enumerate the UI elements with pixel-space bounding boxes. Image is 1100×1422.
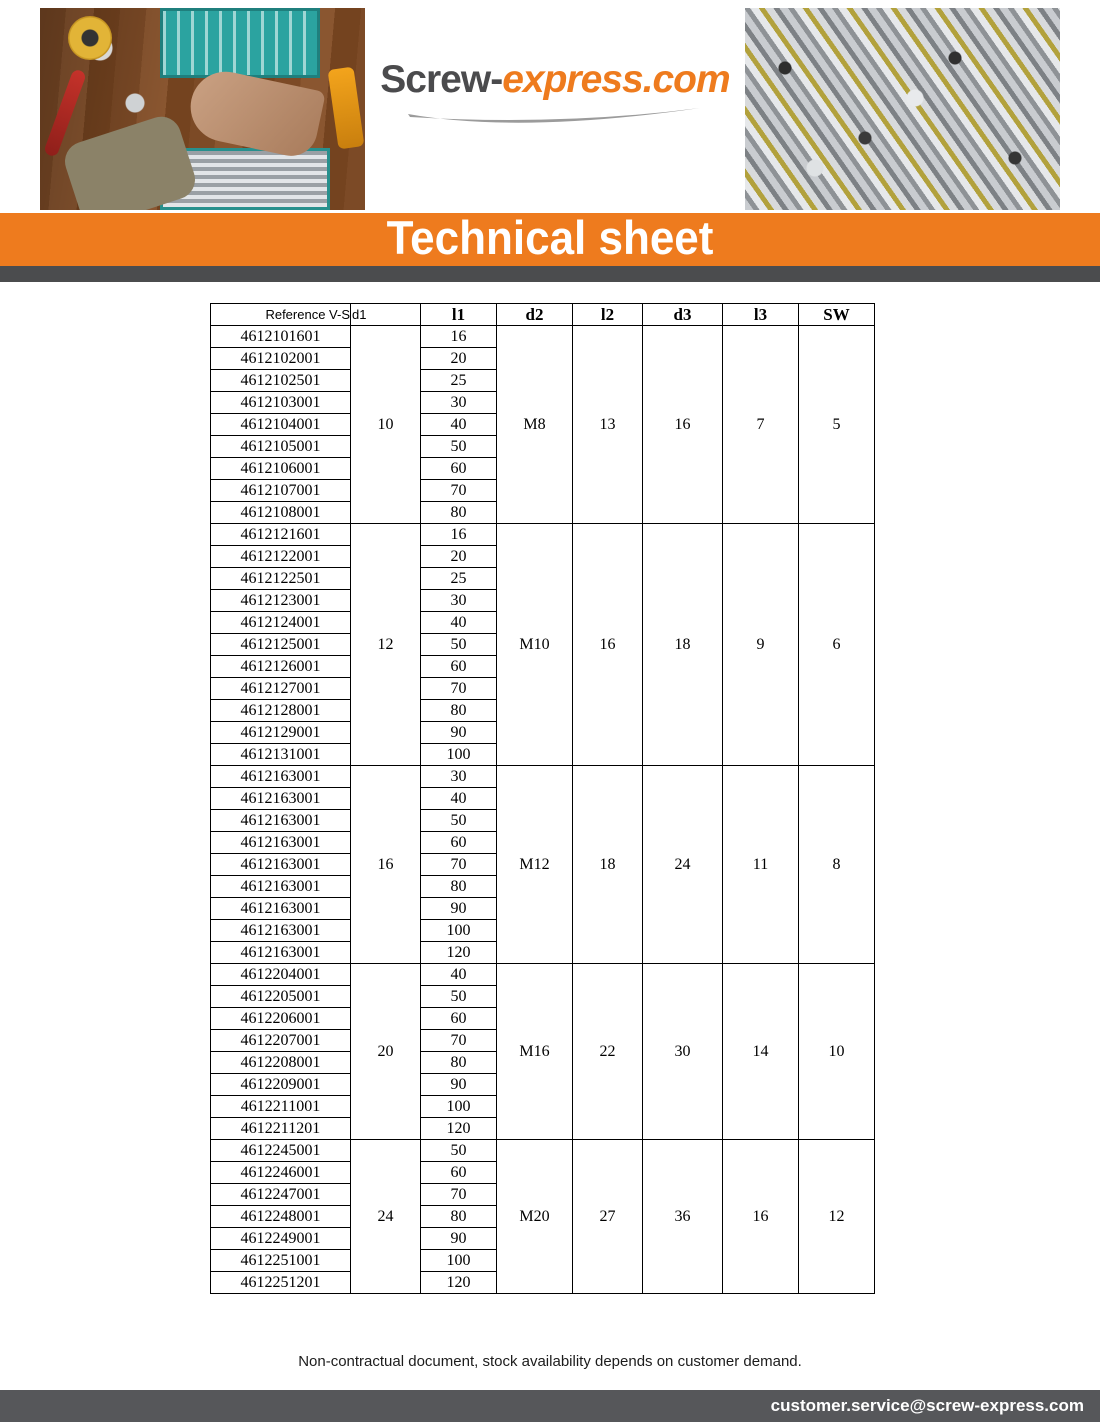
l1-cell: 50 bbox=[421, 436, 497, 458]
reference-cell: 4612107001 bbox=[211, 480, 351, 502]
reference-cell: 4612246001 bbox=[211, 1162, 351, 1184]
reference-cell: 4612249001 bbox=[211, 1228, 351, 1250]
l3-cell: 9 bbox=[723, 524, 799, 766]
reference-cell: 4612105001 bbox=[211, 436, 351, 458]
l1-cell: 100 bbox=[421, 744, 497, 766]
reference-cell: 4612208001 bbox=[211, 1052, 351, 1074]
reference-cell: 4612129001 bbox=[211, 722, 351, 744]
l2-cell: 18 bbox=[573, 766, 643, 964]
reference-cell: 4612163001 bbox=[211, 810, 351, 832]
reference-cell: 4612101601 bbox=[211, 326, 351, 348]
sw-cell: 6 bbox=[799, 524, 875, 766]
l1-cell: 120 bbox=[421, 1118, 497, 1140]
reference-cell: 4612205001 bbox=[211, 986, 351, 1008]
l1-cell: 90 bbox=[421, 1228, 497, 1250]
d1-cell: 10 bbox=[351, 326, 421, 524]
l1-cell: 90 bbox=[421, 1074, 497, 1096]
reference-cell: 4612104001 bbox=[211, 414, 351, 436]
l1-cell: 40 bbox=[421, 964, 497, 986]
reference-cell: 4612125001 bbox=[211, 634, 351, 656]
d2-cell: M16 bbox=[497, 964, 573, 1140]
l1-cell: 50 bbox=[421, 634, 497, 656]
l1-cell: 80 bbox=[421, 502, 497, 524]
d2-cell: M12 bbox=[497, 766, 573, 964]
table-row bbox=[211, 766, 875, 788]
reference-cell: 4612163001 bbox=[211, 854, 351, 876]
reference-cell: 4612163001 bbox=[211, 832, 351, 854]
l1-cell: 100 bbox=[421, 1250, 497, 1272]
l1-cell: 120 bbox=[421, 942, 497, 964]
l1-cell: 60 bbox=[421, 1008, 497, 1030]
reference-cell: 4612247001 bbox=[211, 1184, 351, 1206]
contact-bar bbox=[0, 1390, 1100, 1422]
banner bbox=[0, 213, 1100, 266]
l1-cell: 70 bbox=[421, 480, 497, 502]
reference-cell: 4612163001 bbox=[211, 788, 351, 810]
reference-cell: 4612121601 bbox=[211, 524, 351, 546]
d1-cell: 24 bbox=[351, 1140, 421, 1294]
l1-cell: 30 bbox=[421, 392, 497, 414]
table-header-row bbox=[211, 304, 875, 326]
l2-cell: 16 bbox=[573, 524, 643, 766]
reference-cell: 4612124001 bbox=[211, 612, 351, 634]
reference-cell: 4612103001 bbox=[211, 392, 351, 414]
l1-cell: 70 bbox=[421, 854, 497, 876]
column-header-d2: d2 bbox=[497, 304, 573, 326]
d1-cell: 12 bbox=[351, 524, 421, 766]
l1-cell: 25 bbox=[421, 370, 497, 392]
l2-cell: 27 bbox=[573, 1140, 643, 1294]
column-header-d1: d1 bbox=[351, 304, 421, 326]
banner-underline bbox=[0, 266, 1100, 282]
l1-cell: 60 bbox=[421, 458, 497, 480]
l1-cell: 50 bbox=[421, 1140, 497, 1162]
reference-cell: 4612211201 bbox=[211, 1118, 351, 1140]
reference-cell: 4612163001 bbox=[211, 766, 351, 788]
l2-cell: 13 bbox=[573, 326, 643, 524]
logo-swoosh-icon bbox=[400, 104, 710, 132]
column-header-d3: d3 bbox=[643, 304, 723, 326]
reference-cell: 4612128001 bbox=[211, 700, 351, 722]
l3-cell: 11 bbox=[723, 766, 799, 964]
page-title: Technical sheet bbox=[386, 212, 714, 265]
reference-cell: 4612163001 bbox=[211, 876, 351, 898]
workbench-photo bbox=[40, 8, 365, 210]
column-header-l2: l2 bbox=[573, 304, 643, 326]
logo-text bbox=[365, 58, 745, 102]
l1-cell: 20 bbox=[421, 546, 497, 568]
l1-cell: 50 bbox=[421, 986, 497, 1008]
reference-cell: 4612102001 bbox=[211, 348, 351, 370]
sw-cell: 10 bbox=[799, 964, 875, 1140]
l3-cell: 14 bbox=[723, 964, 799, 1140]
table-row bbox=[211, 1140, 875, 1162]
column-header-l3: l3 bbox=[723, 304, 799, 326]
l1-cell: 40 bbox=[421, 414, 497, 436]
table-row bbox=[211, 326, 875, 348]
l3-cell: 7 bbox=[723, 326, 799, 524]
reference-cell: 4612245001 bbox=[211, 1140, 351, 1162]
reference-cell: 4612126001 bbox=[211, 656, 351, 678]
logo-prefix: Screw- bbox=[380, 58, 503, 101]
reference-cell: 4612163001 bbox=[211, 920, 351, 942]
reference-cell: 4612251201 bbox=[211, 1272, 351, 1294]
sw-cell: 5 bbox=[799, 326, 875, 524]
reference-cell: 4612106001 bbox=[211, 458, 351, 480]
l1-cell: 80 bbox=[421, 700, 497, 722]
reference-cell: 4612122001 bbox=[211, 546, 351, 568]
l1-cell: 80 bbox=[421, 1206, 497, 1228]
reference-cell: 4612123001 bbox=[211, 590, 351, 612]
spec-table-body bbox=[211, 326, 875, 1294]
l1-cell: 30 bbox=[421, 590, 497, 612]
column-header-sw: SW bbox=[799, 304, 875, 326]
l1-cell: 60 bbox=[421, 1162, 497, 1184]
column-header-l1: l1 bbox=[421, 304, 497, 326]
l1-cell: 70 bbox=[421, 1030, 497, 1052]
l3-cell: 16 bbox=[723, 1140, 799, 1294]
reference-cell: 4612127001 bbox=[211, 678, 351, 700]
measuring-tape-image bbox=[68, 16, 112, 60]
reference-cell: 4612102501 bbox=[211, 370, 351, 392]
l1-cell: 70 bbox=[421, 678, 497, 700]
reference-cell: 4612204001 bbox=[211, 964, 351, 986]
l1-cell: 100 bbox=[421, 1096, 497, 1118]
d1-cell: 20 bbox=[351, 964, 421, 1140]
reference-cell: 4612248001 bbox=[211, 1206, 351, 1228]
l1-cell: 50 bbox=[421, 810, 497, 832]
arm-image bbox=[60, 112, 200, 210]
reference-cell: 4612251001 bbox=[211, 1250, 351, 1272]
logo-suffix: express.com bbox=[502, 58, 730, 101]
l1-cell: 80 bbox=[421, 1052, 497, 1074]
reference-cell: 4612209001 bbox=[211, 1074, 351, 1096]
l1-cell: 30 bbox=[421, 766, 497, 788]
l1-cell: 120 bbox=[421, 1272, 497, 1294]
l1-cell: 40 bbox=[421, 612, 497, 634]
l1-cell: 60 bbox=[421, 656, 497, 678]
reference-cell: 4612108001 bbox=[211, 502, 351, 524]
l1-cell: 16 bbox=[421, 524, 497, 546]
technical-table bbox=[210, 303, 875, 1294]
sw-cell: 8 bbox=[799, 766, 875, 964]
contact-email: customer.service@screw-express.com bbox=[770, 1396, 1084, 1415]
l1-cell: 70 bbox=[421, 1184, 497, 1206]
disclaimer-text: Non-contractual document, stock availability depends on customer demand. bbox=[298, 1353, 802, 1370]
reference-cell: 4612122501 bbox=[211, 568, 351, 590]
l1-cell: 80 bbox=[421, 876, 497, 898]
d2-cell: M20 bbox=[497, 1140, 573, 1294]
d3-cell: 16 bbox=[643, 326, 723, 524]
drill-bit-image bbox=[328, 67, 365, 150]
screw-tray-image bbox=[160, 8, 320, 78]
sw-cell: 12 bbox=[799, 1140, 875, 1294]
d3-cell: 30 bbox=[643, 964, 723, 1140]
d1-cell: 16 bbox=[351, 766, 421, 964]
table-row bbox=[211, 524, 875, 546]
l1-cell: 90 bbox=[421, 898, 497, 920]
spec-table bbox=[210, 303, 875, 1294]
reference-cell: 4612207001 bbox=[211, 1030, 351, 1052]
l1-cell: 40 bbox=[421, 788, 497, 810]
reference-cell: 4612131001 bbox=[211, 744, 351, 766]
d3-cell: 36 bbox=[643, 1140, 723, 1294]
hand-image bbox=[184, 65, 326, 160]
d3-cell: 18 bbox=[643, 524, 723, 766]
l2-cell: 22 bbox=[573, 964, 643, 1140]
d3-cell: 24 bbox=[643, 766, 723, 964]
reference-cell: 4612206001 bbox=[211, 1008, 351, 1030]
l1-cell: 100 bbox=[421, 920, 497, 942]
l1-cell: 60 bbox=[421, 832, 497, 854]
d2-cell: M10 bbox=[497, 524, 573, 766]
logo bbox=[365, 58, 745, 132]
reference-cell: 4612211001 bbox=[211, 1096, 351, 1118]
l1-cell: 16 bbox=[421, 326, 497, 348]
d2-cell: M8 bbox=[497, 326, 573, 524]
column-header-reference: Reference V-S bbox=[211, 304, 351, 326]
l1-cell: 20 bbox=[421, 348, 497, 370]
l1-cell: 25 bbox=[421, 568, 497, 590]
l1-cell: 90 bbox=[421, 722, 497, 744]
reference-cell: 4612163001 bbox=[211, 942, 351, 964]
table-row bbox=[211, 964, 875, 986]
screws-pile-photo bbox=[745, 8, 1060, 210]
reference-cell: 4612163001 bbox=[211, 898, 351, 920]
